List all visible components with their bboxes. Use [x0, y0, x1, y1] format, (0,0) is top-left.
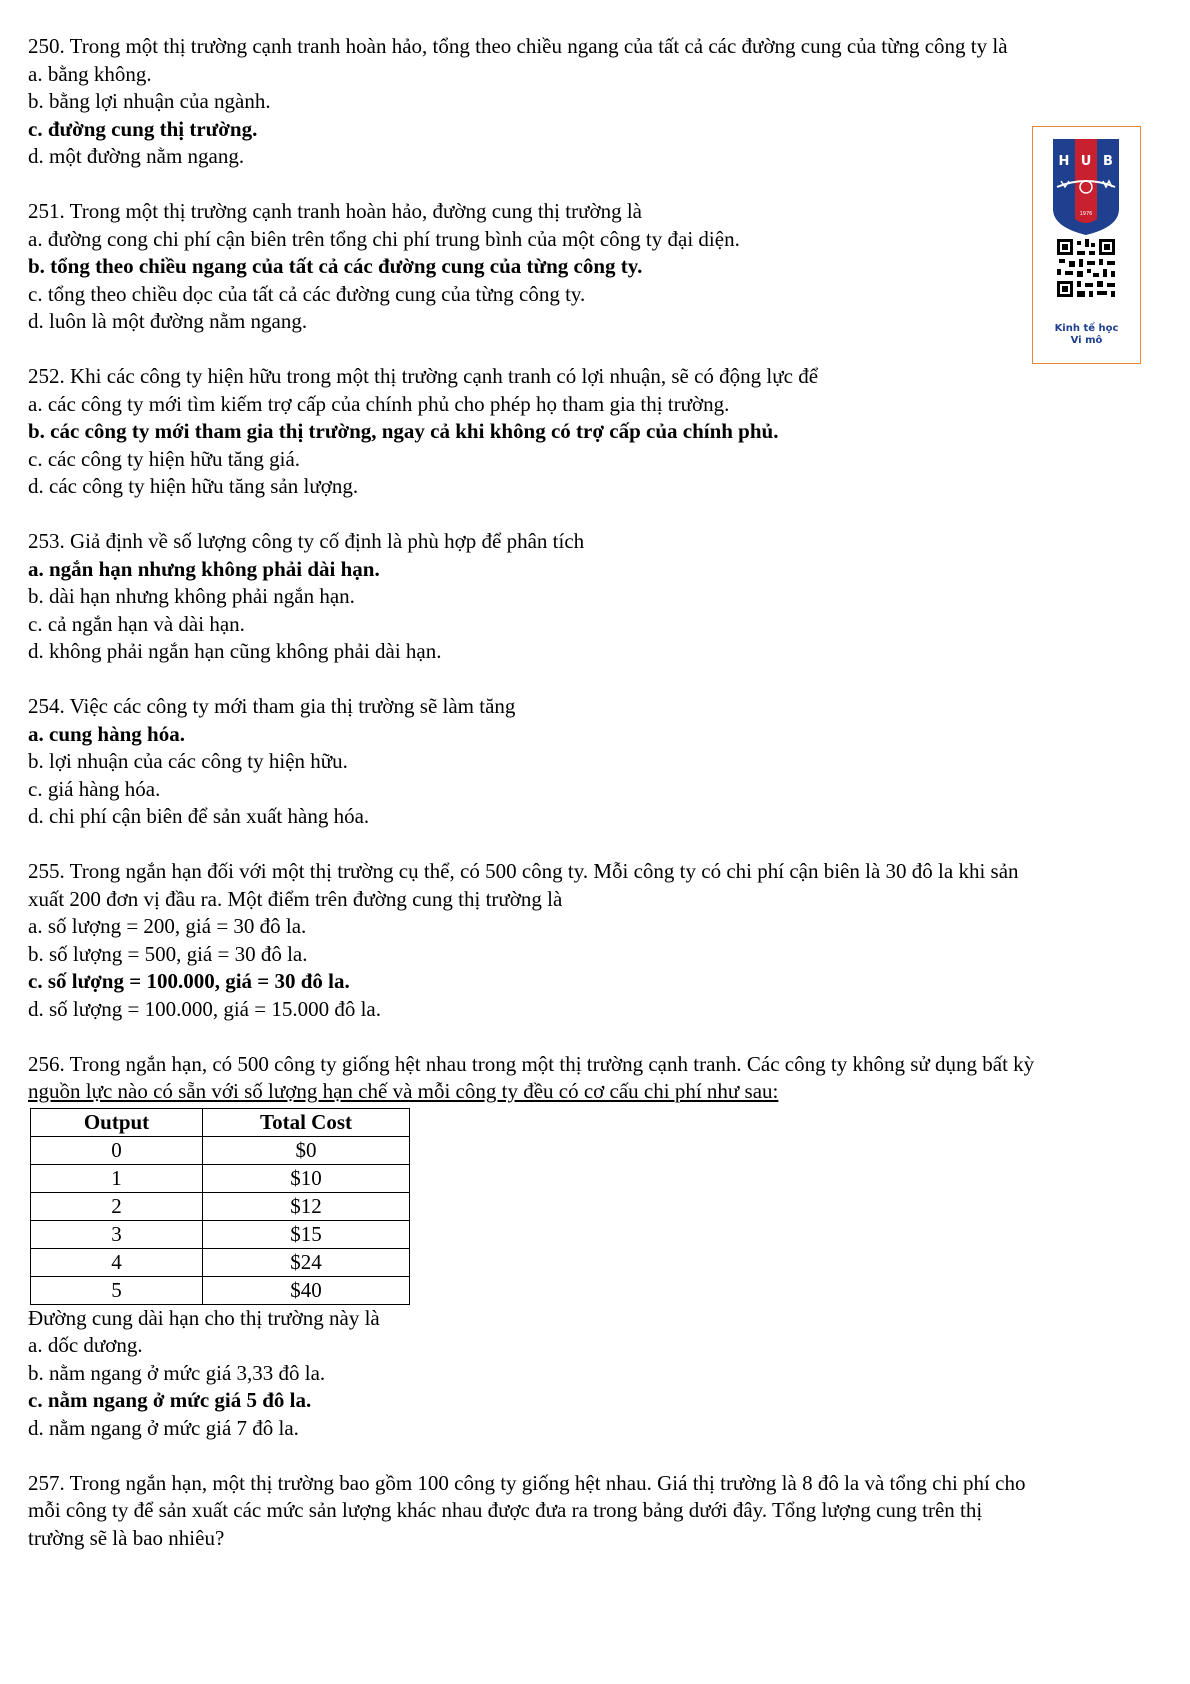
total-cost-cell: $40	[203, 1276, 410, 1304]
logo-letter-b: B	[1103, 154, 1113, 169]
question-stem: trường sẽ là bao nhiêu?	[28, 1525, 225, 1550]
question-block	[28, 693, 1178, 831]
answer-option-correct: b. các công ty mới tham gia thị trường, ngay cả khi không có trợ cấp của chính phủ.	[28, 419, 779, 443]
output-cell: 3	[31, 1220, 203, 1248]
question-stem: 250. Trong một thị trường cạnh tranh hoàn hảo, tổng theo chiều ngang của tất cả các đường cung của từng công ty là	[28, 34, 1008, 58]
answer-option: c. cả ngắn hạn và dài hạn.	[28, 611, 245, 636]
answer-option: a. các công ty mới tìm kiếm trợ cấp của chính phủ cho phép họ tham gia thị trường.	[28, 391, 730, 416]
answer-option-correct: c. đường cung thị trường.	[28, 116, 258, 141]
answer-option: b. dài hạn nhưng không phải ngắn hạn.	[28, 584, 355, 608]
table-body	[31, 1136, 410, 1304]
header-total-cost: Total Cost	[203, 1108, 410, 1136]
answer-option: d. luôn là một đường nằm ngang.	[28, 309, 308, 333]
question-stem: 253. Giả định về số lượng công ty cố định là phù hợp để phân tích	[28, 529, 585, 553]
total-cost-cell: $15	[203, 1220, 410, 1248]
output-cell: 0	[31, 1136, 203, 1164]
question-257	[28, 1470, 1178, 1553]
logo-caption-1: Kinh tế học	[1054, 323, 1119, 334]
answer-option: d. các công ty hiện hữu tăng sản lượng.	[28, 474, 359, 498]
logo-caption-2: Vi mô	[1070, 335, 1103, 346]
option-list	[28, 1332, 1178, 1442]
answer-option-correct: a. cung hàng hóa.	[28, 721, 185, 746]
answer-option: a. bằng không.	[28, 61, 152, 86]
table-row	[31, 1164, 410, 1192]
answer-option: b. bằng lợi nhuận của ngành.	[28, 89, 271, 113]
answer-option: c. giá hàng hóa.	[28, 776, 161, 801]
question-256	[28, 1051, 1178, 1443]
answer-option-correct: b. tổng theo chiều ngang của tất cả các đường cung của từng công ty.	[28, 254, 643, 278]
question-stem: 252. Khi các công ty hiện hữu trong một thị trường cạnh tranh có lợi nhuận, sẽ có động lực để	[28, 364, 819, 388]
output-cell: 5	[31, 1276, 203, 1304]
question-stem: xuất 200 đơn vị đầu ra. Một điểm trên đường cung thị trường là	[28, 886, 563, 911]
answer-option: a. số lượng = 200, giá = 30 đô la.	[28, 914, 307, 938]
question-stem: 257. Trong ngắn hạn, một thị trường bao gồm 100 công ty giống hệt nhau. Giá thị trường là 8 đô la và tổng chi phí cho	[28, 1470, 1026, 1495]
question-stem	[28, 1078, 1178, 1106]
question-followup: Đường cung dài hạn cho thị trường này là	[28, 1305, 380, 1330]
document-page	[28, 33, 1178, 1580]
underlined-stem: nguồn lực nào có sẵn với số lượng hạn chế và mỗi công ty đều có cơ cấu chi phí như sau:	[28, 1079, 779, 1103]
output-cell: 2	[31, 1192, 203, 1220]
answer-option: d. số lượng = 100.000, giá = 15.000 đô la.	[28, 996, 381, 1021]
answer-option-correct: c. số lượng = 100.000, giá = 30 đô la.	[28, 969, 350, 993]
header-output: Output	[31, 1108, 203, 1136]
output-cell: 1	[31, 1164, 203, 1192]
logo-letter-h: H	[1058, 154, 1070, 169]
question-list	[28, 33, 1178, 1023]
answer-option-correct: a. ngắn hạn nhưng không phải dài hạn.	[28, 556, 380, 581]
answer-option: d. không phải ngắn hạn cũng không phải dài hạn.	[28, 639, 442, 663]
question-stem: 254. Việc các công ty mới tham gia thị trường sẽ làm tăng	[28, 694, 516, 718]
logo-letter-u: U	[1080, 154, 1092, 169]
table-row	[31, 1276, 410, 1304]
logo-year: 1976	[1079, 211, 1093, 217]
total-cost-cell: $10	[203, 1164, 410, 1192]
total-cost-cell: $24	[203, 1248, 410, 1276]
answer-option: d. một đường nằm ngang.	[28, 144, 245, 168]
answer-option-correct: c. nằm ngang ở mức giá 5 đô la.	[28, 1388, 312, 1412]
question-stem: 255. Trong ngắn hạn đối với một thị trường cụ thể, có 500 công ty. Mỗi công ty có chi phí cận biên là 30 đô la khi sản	[28, 859, 1019, 883]
question-stem: 256. Trong ngắn hạn, có 500 công ty giống hệt nhau trong một thị trường cạnh tranh. Các công ty không sử dụng bất kỳ	[28, 1051, 1035, 1076]
total-cost-cell: $12	[203, 1192, 410, 1220]
hub-logo-card	[1032, 126, 1141, 364]
question-block	[28, 33, 1178, 171]
table-row	[31, 1136, 410, 1164]
qr-code-icon	[1057, 239, 1115, 297]
question-block	[28, 858, 1178, 1023]
table-header-row	[31, 1108, 410, 1136]
answer-option: d. nằm ngang ở mức giá 7 đô la.	[28, 1415, 299, 1440]
table-row	[31, 1220, 410, 1248]
output-cell: 4	[31, 1248, 203, 1276]
answer-option: a. đường cong chi phí cận biên trên tổng chi phí trung bình của một công ty đại diện.	[28, 226, 740, 251]
question-block	[28, 363, 1178, 501]
question-stem: mỗi công ty để sản xuất các mức sản lượng khác nhau được đưa ra trong bảng dưới đây. Tổng lượng cung trên thị	[28, 1498, 983, 1522]
question-block	[28, 198, 1178, 336]
total-cost-cell: $0	[203, 1136, 410, 1164]
answer-option: c. các công ty hiện hữu tăng giá.	[28, 446, 301, 471]
table-row	[31, 1192, 410, 1220]
answer-option: b. lợi nhuận của các công ty hiện hữu.	[28, 749, 348, 773]
question-stem: 251. Trong một thị trường cạnh tranh hoàn hảo, đường cung thị trường là	[28, 199, 642, 223]
answer-option: b. nằm ngang ở mức giá 3,33 đô la.	[28, 1360, 326, 1385]
answer-option: b. số lượng = 500, giá = 30 đô la.	[28, 941, 308, 966]
answer-option: a. dốc dương.	[28, 1333, 143, 1357]
table-row	[31, 1248, 410, 1276]
cost-table	[30, 1108, 410, 1305]
answer-option: c. tổng theo chiều dọc của tất cả các đường cung của từng công ty.	[28, 281, 586, 306]
question-block	[28, 528, 1178, 666]
answer-option: d. chi phí cận biên để sản xuất hàng hóa.	[28, 804, 370, 828]
